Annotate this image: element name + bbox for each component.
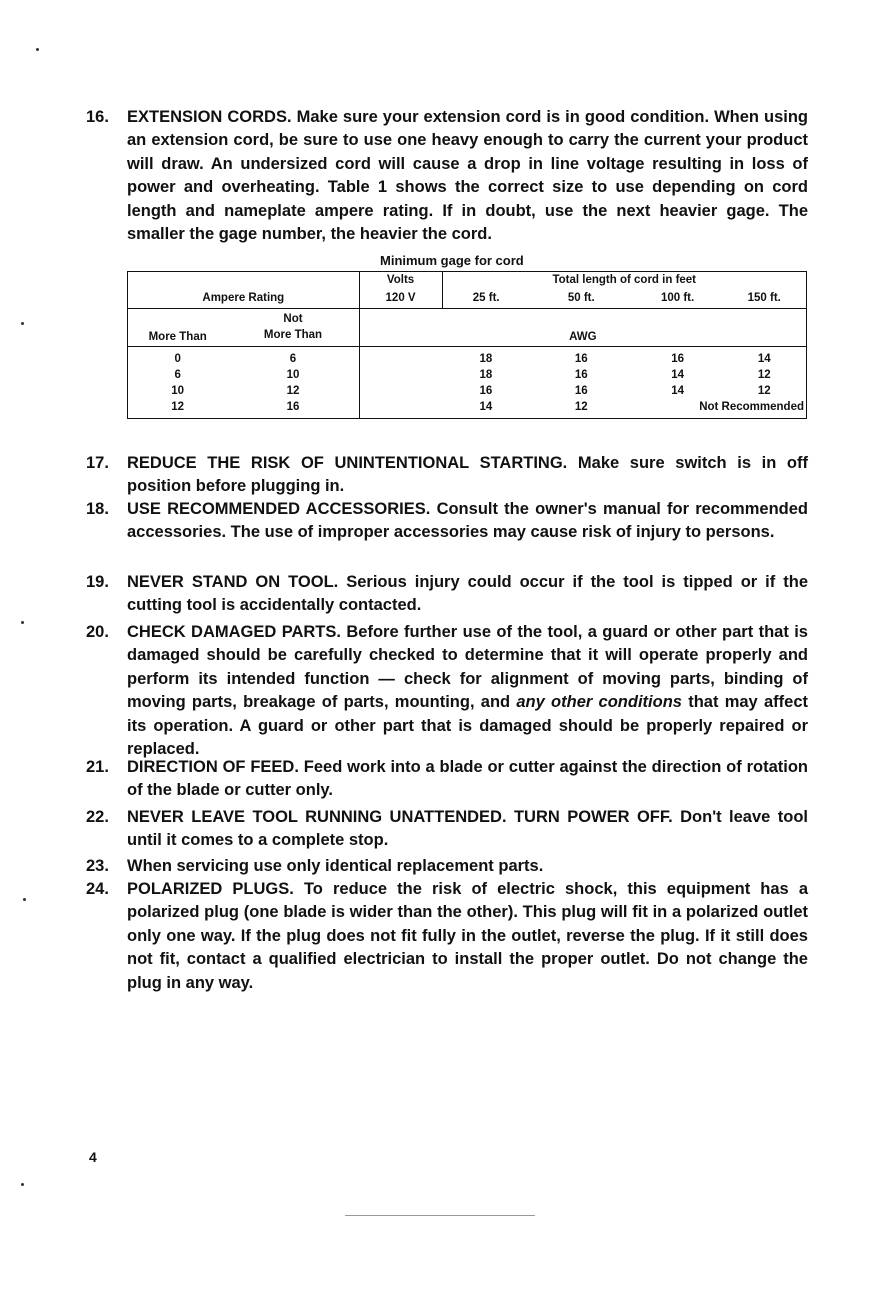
item-heading: POLARIZED PLUGS. <box>127 880 294 898</box>
ampere-header-blank <box>128 272 360 289</box>
more-than-label: More Than <box>128 309 228 347</box>
cell-gage: 18 <box>479 369 493 381</box>
item-number: 19. <box>86 573 109 591</box>
table-row <box>128 399 807 419</box>
table-row <box>128 383 807 399</box>
item-number: 18. <box>86 500 109 518</box>
scan-speck <box>36 48 39 51</box>
cell-gage: 16 <box>671 353 684 365</box>
item-body <box>127 498 808 545</box>
table-row <box>128 347 807 368</box>
item-text: Consult the owner's manual for recommended accessories. The use of improper accessories may cause risk of injury to persons. <box>127 500 808 542</box>
cell-gage: 12 <box>530 399 633 419</box>
safety-item-23 <box>86 855 808 878</box>
item-number: 22. <box>86 808 109 826</box>
cell-gage: 16 <box>574 353 588 365</box>
length-50: 50 ft. <box>530 288 633 309</box>
item-body <box>127 756 808 803</box>
safety-item-24 <box>86 878 808 995</box>
cell-gage: 16 <box>574 369 588 381</box>
item-number: 16. <box>86 108 109 126</box>
cell-volts-empty <box>359 383 442 399</box>
page-number: 4 <box>89 1149 97 1165</box>
cell-gage: 16 <box>574 385 588 397</box>
safety-item-21 <box>86 756 808 803</box>
scan-speck <box>21 322 24 325</box>
scan-speck <box>21 621 24 624</box>
not-more-than-label: Not More Than <box>227 309 359 347</box>
item-text-italic: any other conditions <box>516 693 682 712</box>
safety-item-17 <box>86 452 808 499</box>
table-caption: Minimum gage for cord <box>380 253 524 268</box>
cell-more-than: 0 <box>128 347 228 368</box>
awg-label: AWG <box>359 309 806 347</box>
cell-volts-empty <box>359 399 442 419</box>
cell-not-more-than: 10 <box>227 367 359 383</box>
item-text: When servicing use only identical replacement parts. <box>127 857 544 875</box>
cell-more-than: 6 <box>128 367 228 383</box>
item-body <box>127 855 808 878</box>
item-body <box>127 621 808 761</box>
scan-speck <box>21 1183 24 1186</box>
volts-value: 120 V <box>359 288 442 309</box>
cell-gage: 12 <box>723 383 807 399</box>
cell-not-more-than: 12 <box>227 383 359 399</box>
length-label: Total length of cord in feet <box>442 272 807 289</box>
safety-item-20 <box>86 621 808 761</box>
item-text: Don't leave tool until it comes to a complete stop. <box>127 808 808 850</box>
length-150: 150 ft. <box>723 288 807 309</box>
item-number: 17. <box>86 454 109 472</box>
item-heading: DIRECTION OF FEED. <box>127 758 299 776</box>
item-heading: NEVER LEAVE TOOL RUNNING UNATTENDED. TURN POWER OFF. <box>127 808 673 826</box>
cell-gage: 12 <box>723 367 807 383</box>
cell-not-more-than: 6 <box>227 347 359 368</box>
ampere-label: Ampere Rating <box>128 288 360 309</box>
length-25: 25 ft. <box>442 288 530 309</box>
safety-item-22 <box>86 806 808 853</box>
safety-item-16 <box>86 106 808 246</box>
item-number: 23. <box>86 857 109 875</box>
item-text: Before further use of the tool, a guard or other part that is damaged should be carefully checked to determine that it will operate properly and perform its intended function — check for alignment of moving parts, binding of moving parts, breakage of parts, mounting, and <box>127 623 808 712</box>
item-body <box>127 452 808 499</box>
cell-gage: 14 <box>671 385 684 397</box>
item-heading: USE RECOMMENDED ACCESSORIES. <box>127 500 431 518</box>
item-body <box>127 571 808 618</box>
item-text: Feed work into a blade or cutter against the direction of rotation of the blade or cutter only. <box>127 758 808 800</box>
cell-gage: 18 <box>479 353 493 365</box>
item-text: To reduce the risk of electric shock, this equipment has a polarized plug (one blade is wider than the other). This plug will fit in a polarized outlet only one way. If the plug does not fit fully in the outlet, reverse the plug. If it still does not fit, contact a qualified electrician to install the proper outlet. Do not change the plug in any way. <box>127 880 808 992</box>
cell-gage: 14 <box>671 369 684 381</box>
cell-volts-empty <box>359 347 442 368</box>
item-heading: NEVER STAND ON TOOL. <box>127 573 339 591</box>
table-row <box>128 367 807 383</box>
item-heading: CHECK DAMAGED PARTS. <box>127 623 341 641</box>
scan-speck <box>23 898 26 901</box>
safety-item-19 <box>86 571 808 618</box>
item-number: 21. <box>86 758 109 776</box>
item-text: Make sure switch is in off position before plugging in. <box>127 454 808 496</box>
cell-gage: 16 <box>479 385 493 397</box>
not-recommended-note: Not Recommended <box>633 399 807 419</box>
item-number: 20. <box>86 623 109 641</box>
item-number: 24. <box>86 880 109 898</box>
item-body <box>127 806 808 853</box>
cell-gage: 14 <box>442 399 530 419</box>
item-text: Serious injury could occur if the tool is tipped or if the cutting tool is accidentally contacted. <box>127 573 808 615</box>
cell-not-more-than: 16 <box>227 399 359 419</box>
length-100: 100 ft. <box>633 288 723 309</box>
volts-label: Volts <box>359 272 442 289</box>
cord-gage-table <box>127 271 807 419</box>
cell-more-than: 10 <box>128 383 228 399</box>
item-heading: REDUCE THE RISK OF UNINTENTIONAL STARTING. <box>127 454 568 472</box>
item-body <box>127 106 808 246</box>
cell-more-than: 12 <box>128 399 228 419</box>
scan-line <box>345 1215 535 1216</box>
item-text: that may affect its operation. A guard or other part that is damaged should be properly repaired or replaced. <box>127 693 808 759</box>
item-body <box>127 878 808 995</box>
item-heading: EXTENSION CORDS. <box>127 108 292 126</box>
safety-item-18 <box>86 498 808 545</box>
item-text: Make sure your extension cord is in good condition. When using an extension cord, be sure to use one heavy enough to carry the current your product will draw. An undersized cord will cause a drop in line voltage resulting in loss of power and overheating. Table 1 shows the correct size to use depending on cord length and nameplate ampere rating. If in doubt, use the next heavier gage. The smaller the gage number, the heavier the cord. <box>127 108 808 244</box>
cell-volts-empty <box>359 367 442 383</box>
cell-gage: 14 <box>723 347 807 368</box>
